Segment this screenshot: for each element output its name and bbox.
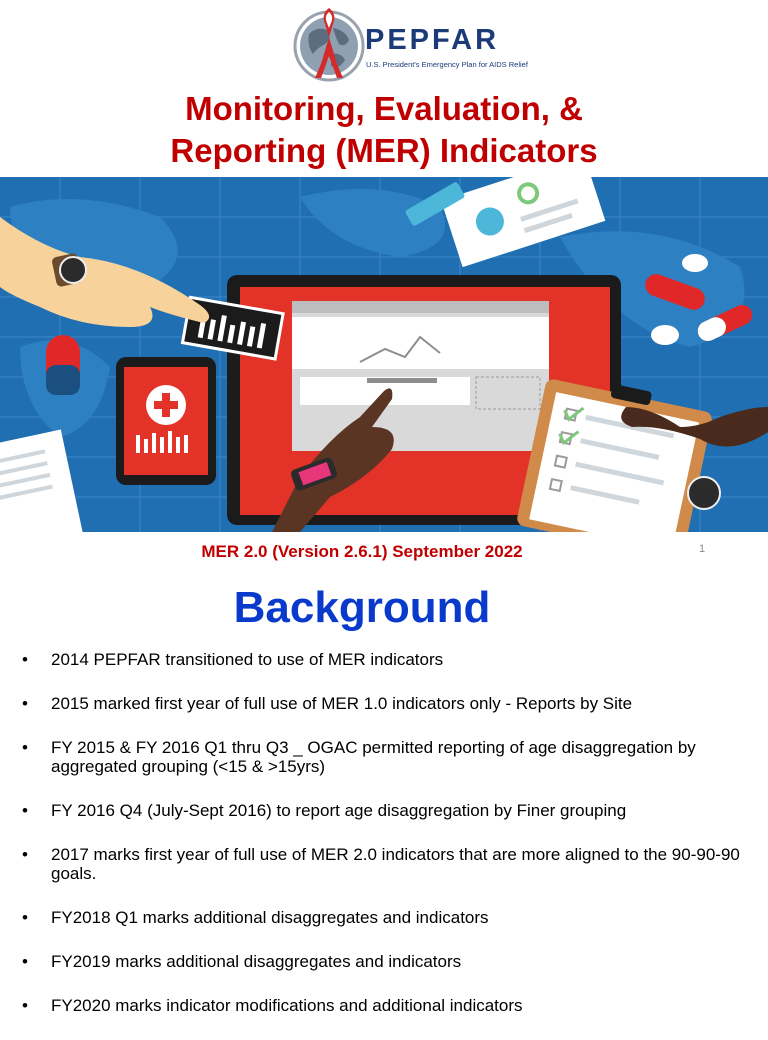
list-item-text: FY2020 marks indicator modifications and additional indicators <box>51 996 523 1015</box>
list-item-text: 2015 marked first year of full use of MER 1.0 indicators only - Reports by Site <box>51 694 633 713</box>
bullet-marker: • <box>22 694 28 713</box>
slide-number: 1 <box>699 543 706 555</box>
title-line-1: Monitoring, Evaluation, & <box>185 90 583 127</box>
bullet-marker: • <box>22 738 28 757</box>
logo-tagline: U.S. President's Emergency Plan for AIDS Relief <box>366 60 528 69</box>
list-item <box>22 801 752 820</box>
list-item <box>22 845 752 883</box>
bullet-marker: • <box>22 952 28 971</box>
version-label: MER 2.0 (Version 2.6.1) September 2022 <box>201 542 523 561</box>
bullet-marker: • <box>22 845 28 864</box>
bullet-marker: • <box>22 996 28 1015</box>
title-line-2: Reporting (MER) Indicators <box>170 132 598 169</box>
bullet-marker: • <box>22 908 28 927</box>
globe-ribbon-icon <box>293 4 365 86</box>
list-item-text: FY 2016 Q4 (July-Sept 2016) to report age disaggregation by Finer grouping <box>51 801 627 820</box>
list-item-text: FY2019 marks additional disaggregates and indicators <box>51 952 462 971</box>
list-item-text: 2014 PEPFAR transitioned to use of MER indicators <box>51 650 444 669</box>
list-item-text: FY2018 Q1 marks additional disaggregates and indicators <box>51 908 489 927</box>
page-title <box>0 88 768 172</box>
monitoring-illustration <box>0 177 768 532</box>
bullet-marker: • <box>22 650 28 669</box>
section-heading: Background <box>233 583 491 632</box>
list-item <box>22 996 752 1015</box>
list-item-text: 2017 marks first year of full use of MER 2.0 indicators that are more aligned to the 90-90-90 goals. <box>51 845 740 883</box>
list-item <box>22 952 752 971</box>
bullet-marker: • <box>22 801 28 820</box>
background-list <box>22 650 752 1040</box>
list-item <box>22 908 752 927</box>
list-item <box>22 738 752 776</box>
list-item-text: FY 2015 & FY 2016 Q1 thru Q3 _ OGAC permitted reporting of age disaggregation by aggregated grouping (<15 & >15yrs) <box>51 738 696 776</box>
hero-illustration <box>0 177 768 532</box>
list-item <box>22 650 752 669</box>
logo-wordmark: PEPFAR <box>365 24 500 56</box>
pepfar-logo <box>293 4 528 86</box>
list-item <box>22 694 752 713</box>
